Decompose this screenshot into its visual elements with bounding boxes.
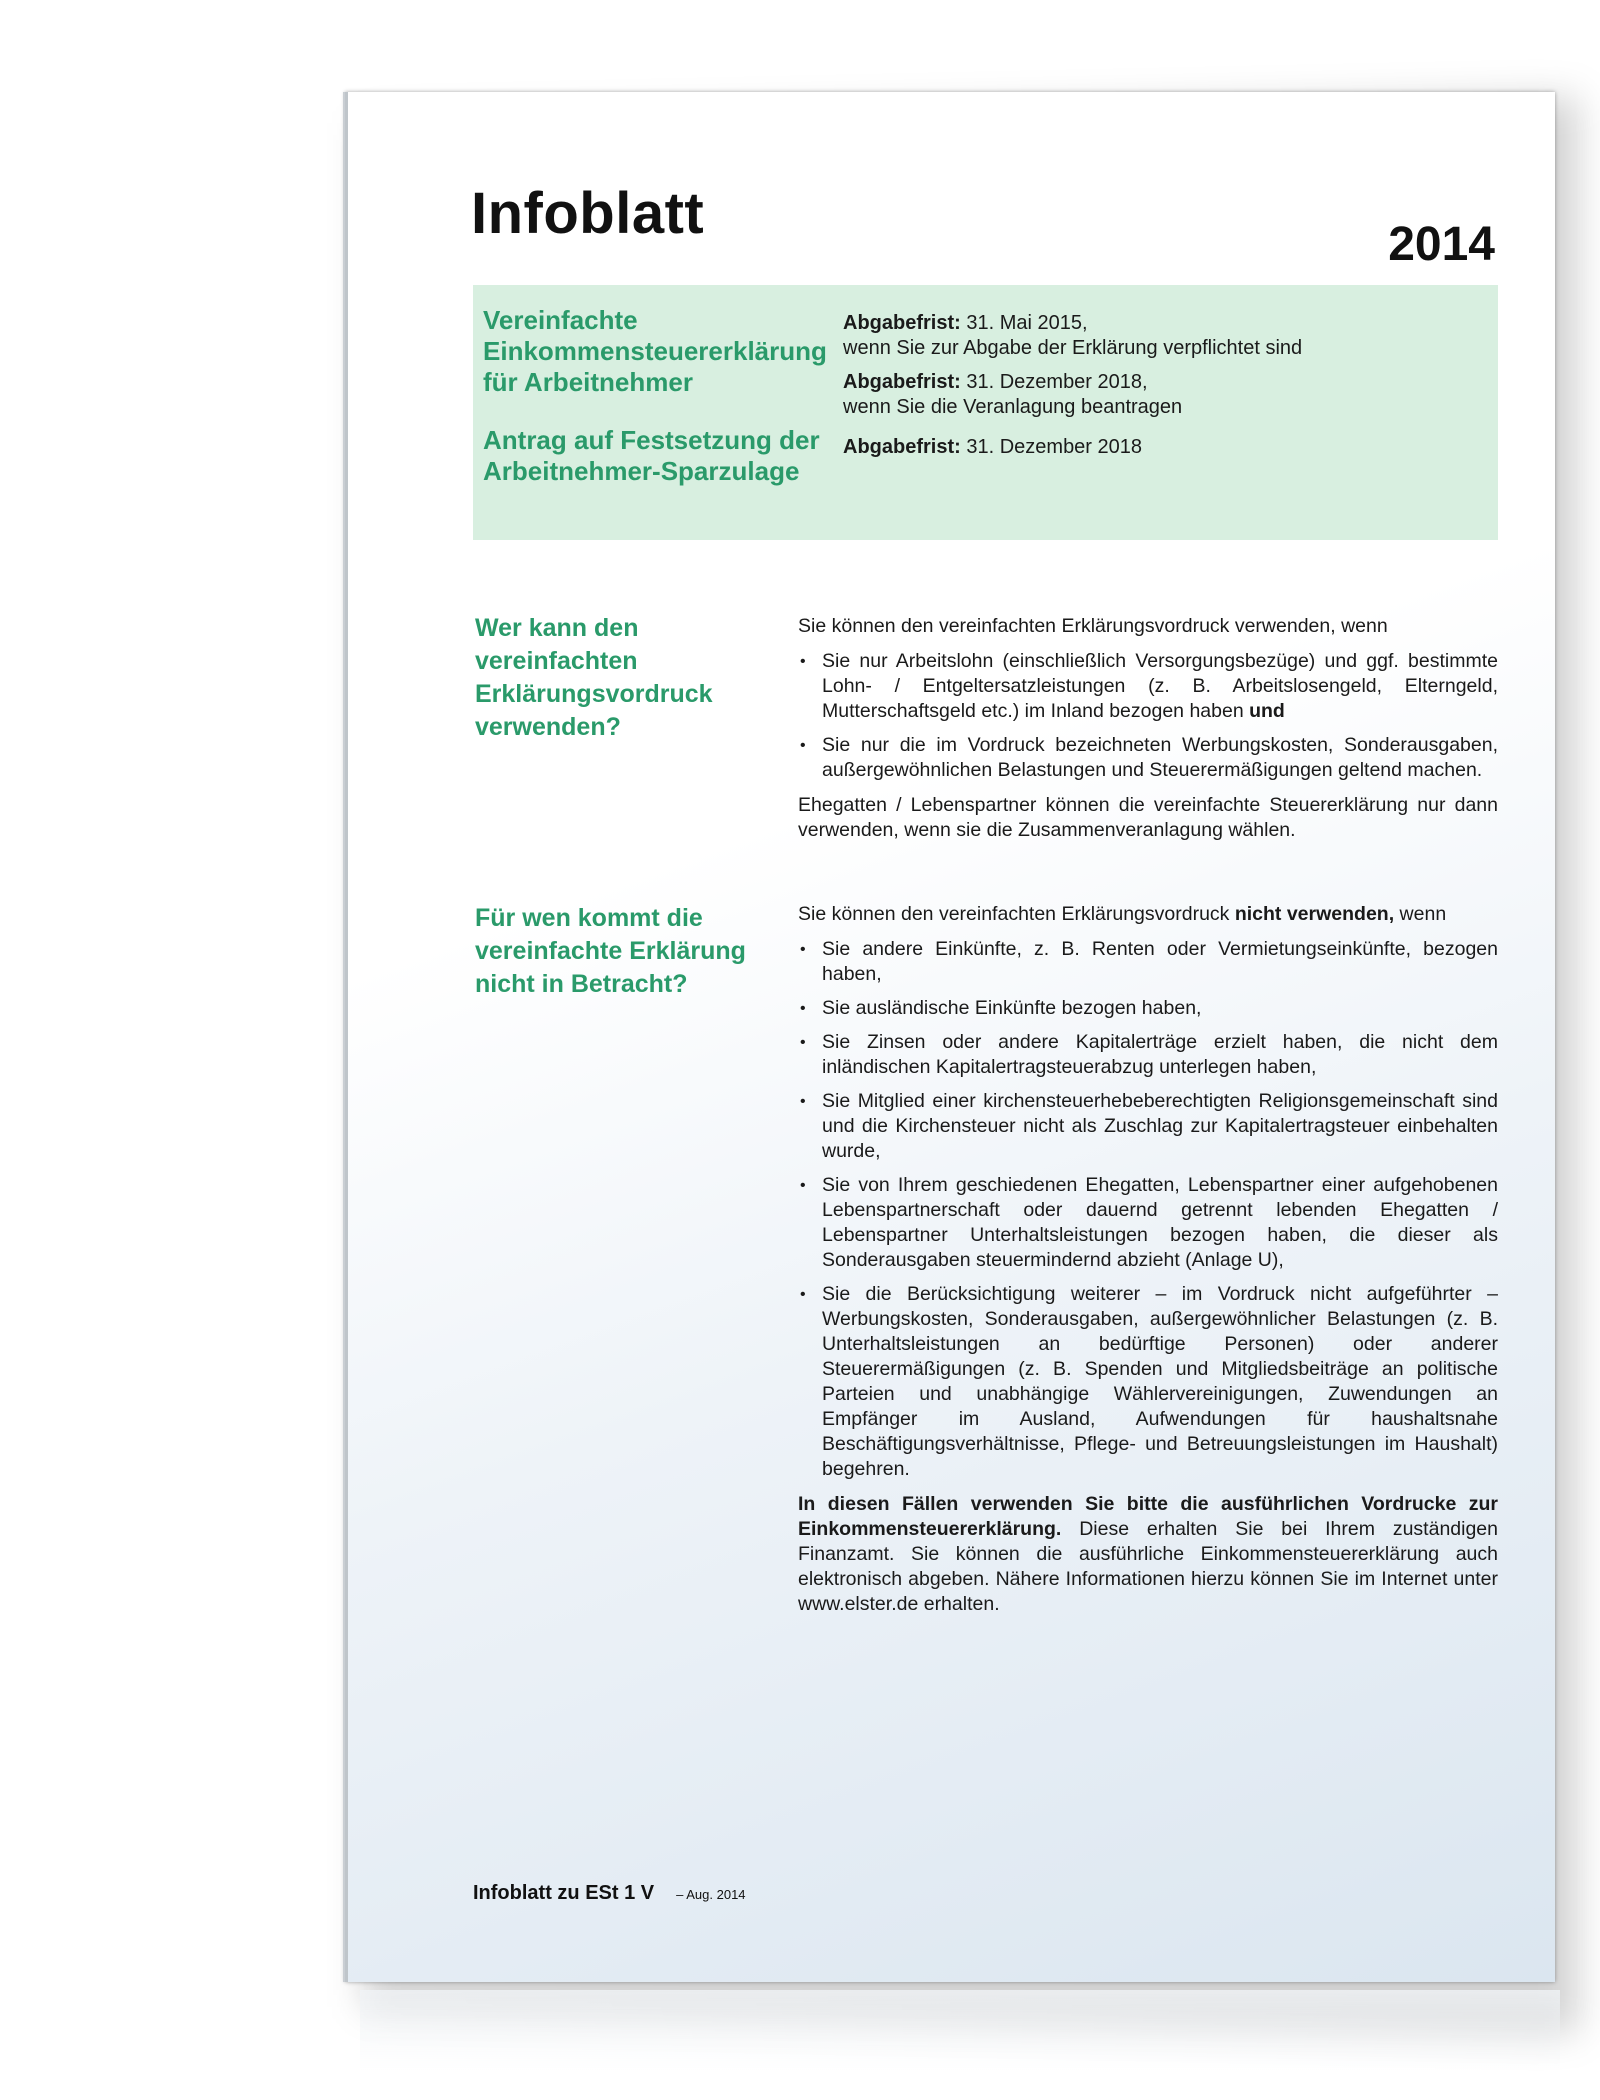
section1-closing: Ehegatten / Lebenspartner können die vereinfachte Steuererklärung nur dann verwenden, wenn sie die Zusammenveranlagung wählen. [798, 794, 1498, 841]
deadline3 [843, 435, 1483, 460]
document-title: Infoblatt [471, 181, 705, 246]
section2-heading: Für wen kommt die vereinfachte Erklärung nicht in Betracht? [475, 904, 746, 998]
form1-title: Vereinfachte Einkommensteuererklärung für Arbeitnehmer [483, 305, 827, 397]
section1-body [798, 614, 1498, 853]
list-item: • Sie nur die im Vordruck bezeichneten Werbungskosten, Sonderausgaben, außergewöhnlichen Belastungen und Steuerermäßigungen geltend machen. [798, 733, 1498, 783]
deadline2-date: 31. Dezember 2018, [960, 371, 1148, 393]
page-reflection [360, 1990, 1560, 2070]
document-year: 2014 [1388, 218, 1495, 271]
deadline2 [843, 370, 1483, 420]
footer-date: – Aug. 2014 [676, 1887, 746, 1902]
deadline1-note: wenn Sie zur Abgabe der Erklärung verpflichtet sind [843, 337, 1303, 359]
section2-intro: Sie können den vereinfachten Erklärungsvordruck nicht verwenden, wenn [798, 903, 1447, 925]
section1-list [798, 649, 1498, 783]
deadline3-label: Abgabefrist: [843, 436, 961, 458]
list-item: • Sie Zinsen oder andere Kapitalerträge erzielt haben, die nicht dem inländischen Kapitalertragsteuerabzug unterlegen haben, [798, 1030, 1498, 1080]
section2-list [798, 937, 1498, 1482]
form2-title: Antrag auf Festsetzung der Arbeitnehmer-Sparzulage [483, 425, 820, 486]
deadline1-label: Abgabefrist: [843, 312, 961, 334]
deadline2-label: Abgabefrist: [843, 371, 961, 393]
section1-intro: Sie können den vereinfachten Erklärungsvordruck verwenden, wenn [798, 615, 1388, 637]
document-page [345, 92, 1555, 1982]
list-item: • Sie andere Einkünfte, z. B. Renten oder Vermietungseinkünfte, bezogen haben, [798, 937, 1498, 987]
list-item: • Sie die Berücksichtigung weiterer – im Vordruck nicht aufgeführter – Werbungskosten, Sonderausgaben, außergewöhnlicher Belastungen (z. B. Unterhaltsleistungen an bedürftige Personen) oder anderer Steuerermäßigungen (z. B. Spenden und Mitgliedsbeiträge an politische Parteien und unabhängige Wählervereinigungen, Zuwendungen an Empfänger im Ausland, Aufwendungen für haushaltsnahe Beschäftigungsverhältnisse, Pflege- und Betreuungsleistungen im Haushalt) begehren. [798, 1282, 1498, 1482]
deadline1 [843, 311, 1483, 361]
list-item: • Sie Mitglied einer kirchensteuerhebeberechtigten Religionsgemeinschaft sind und die Kirchensteuer nicht als Zuschlag zur Kapitalertragsteuer einbehalten wurde, [798, 1089, 1498, 1164]
deadline3-date: 31. Dezember 2018 [960, 436, 1143, 458]
list-item: • Sie ausländische Einkünfte bezogen haben, [798, 996, 1498, 1021]
deadline2-note: wenn Sie die Veranlagung beantragen [843, 396, 1183, 418]
footer-label: Infoblatt zu ESt 1 V [473, 1882, 655, 1904]
deadline1-date: 31. Mai 2015, [960, 312, 1088, 334]
document-footer [473, 1882, 746, 1905]
section2-body [798, 902, 1498, 1627]
deadline-info-box [473, 285, 1498, 540]
list-item: • Sie von Ihrem geschiedenen Ehegatten, Lebenspartner einer aufgehobenen Lebenspartnerschaft oder dauernd getrennt lebenden Ehegatten / Lebenspartner Unterhaltsleistungen bezogen haben, die dieser als Sonderausgaben steuermindernd abzieht (Anlage U), [798, 1173, 1498, 1273]
section1-heading: Wer kann den vereinfachten Erklärungsvordruck verwenden? [475, 614, 713, 741]
section2-closing: In diesen Fällen verwenden Sie bitte die ausführlichen Vordrucke zur Einkommensteuererklärung. Diese erhalten Sie bei Ihrem zuständigen Finanzamt. Sie können die ausführliche Einkommensteuererklärung auch elektronisch abgeben. Nähere Informationen hierzu können Sie im Internet unter www.elster.de erhalten. [798, 1493, 1498, 1615]
list-item: • Sie nur Arbeitslohn (einschließlich Versorgungsbezüge) und ggf. bestimmte Lohn- / Entgeltersatzleistungen (z. B. Arbeitslosengeld, Elterngeld, Mutterschaftsgeld etc.) im Inland bezogen haben und [798, 649, 1498, 724]
